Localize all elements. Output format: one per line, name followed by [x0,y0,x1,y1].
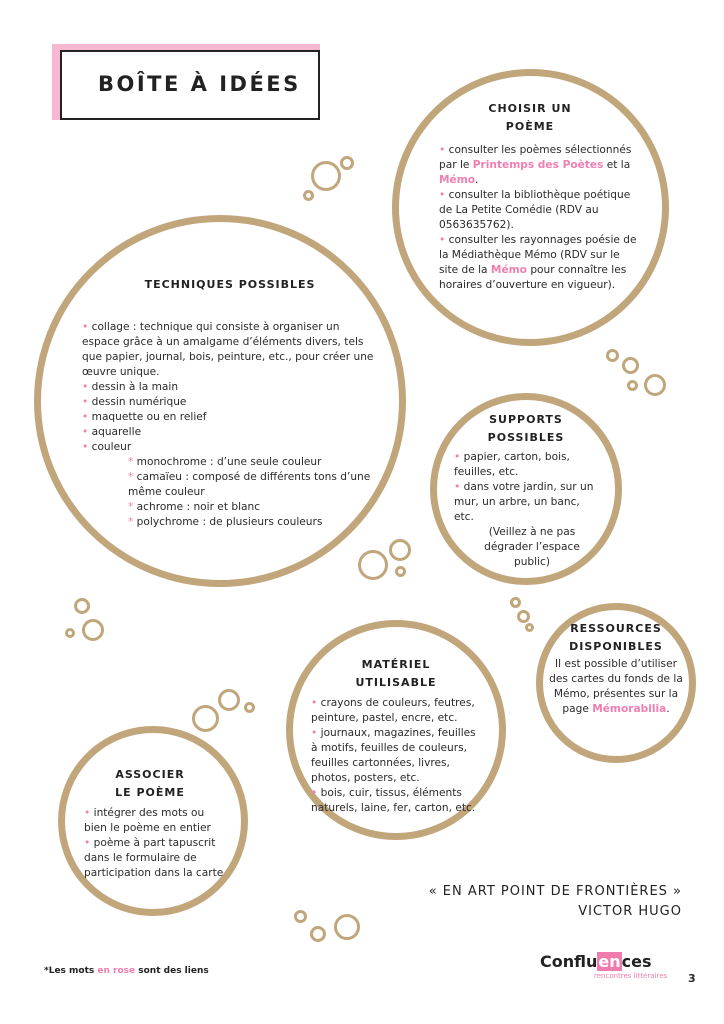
bubble [334,914,360,940]
supports-b1: papier, carton, bois, feuilles, etc. [454,451,570,478]
technique-item: aquarelle [91,426,142,438]
supports-heading-line2: POSSIBLES [487,431,565,444]
bubble [606,349,619,362]
bubble [303,190,314,201]
choisir-b1-mid: et la [603,159,631,171]
couleur-subitem: achrome : noir et blanc [136,501,261,513]
materiel-item: crayons de couleurs, feutres, peinture, pastel, encre, etc. [311,697,475,724]
bubble [644,374,666,396]
bubble [82,619,104,641]
materiel-item: journaux, magazines, feuilles à motifs, feuilles de couleurs, feuilles cartonnées, livres, photos, posters, etc. [311,727,476,784]
choisir-b2-text: consulter la bibliothèque poétique de La Petite Comédie (RDV au 0563635762). [439,189,631,231]
link-memo[interactable]: Mémo [439,174,476,186]
bubble [244,702,255,713]
link-printemps-des-poetes[interactable]: Printemps des Poètes [472,159,604,171]
supports-note: (Veillez à ne pas dégrader l’espace public) [484,526,580,568]
supports-body: • papier, carton, bois, feuilles, etc. • dans votre jardin, sur un mur, un arbre, un banc, etc. (Veillez à ne pas dégrader l’espace public) [454,451,594,568]
bubble [395,566,406,577]
bubble [517,610,530,623]
bubble [389,539,411,561]
logo-highlight: en [598,952,621,971]
bubble [510,597,521,608]
link-memorabilia[interactable]: Mémorabilia [592,703,667,715]
technique-item: dessin numérique [91,396,187,408]
bubble [627,380,638,391]
techniques-body: • collage : technique qui consiste à organiser un espace grâce à un amalgame d’éléments divers, tels que papier, journal, bois, peinture, etc., pour créer une œuvre unique. • dessin à la main • dessin numérique • maquette ou en relief • aquarelle • couleur * monochrome : d’une seule couleur * camaïeu : composé de différents tons d’une même couleur * achrome : noir et blanc * polychrome : de plusieurs couleurs [82,321,374,528]
associer-body: • intégrer des mots ou bien le poème en entier • poème à part tapuscrit dans le formulaire de participation dans la carte [84,807,224,879]
bubble [525,623,534,632]
footnote-pink: en rose [97,966,136,976]
bubble [192,705,219,732]
materiel-heading-line2: UTILISABLE [355,676,437,689]
technique-item: maquette ou en relief [91,411,207,423]
couleur-subitem: polychrome : de plusieurs couleurs [136,516,323,528]
techniques-heading: TECHNIQUES POSSIBLES [144,278,316,291]
page-number: 3 [688,972,696,985]
footnote-pre: *Les mots [44,966,98,976]
quote-author: VICTOR HUGO [578,904,682,919]
choisir-heading-line1: CHOISIR UN [488,102,572,115]
bubble [294,910,307,923]
bubble [218,689,240,711]
title-box [60,50,320,120]
link-memo-site[interactable]: Mémo [490,264,527,276]
couleur-subitem: camaïeu : composé de différents tons d’une même couleur [128,471,371,498]
bubble [340,156,354,170]
choisir-body: • consulter les poèmes sélectionnés par le Printemps des Poètes et la Mémo. • consulter la bibliothèque poétique de La Petite Comédie (RDV au 0563635762). • consulter les rayonnages poésie de la Médiathèque Mémo (RDV sur le site de la Mémo pour connaître les horaires d’ouverture en vigueur). [439,144,637,291]
choisir-b3-text: consulter les rayonnages poésie de la Médiathèque Mémo (RDV sur le site de la [439,234,637,276]
materiel-item: bois, cuir, tissus, éléments naturels, laine, fer, carton, etc. [311,787,476,814]
supports-b2: dans votre jardin, sur un mur, un arbre, un banc, etc. [454,481,594,523]
ressources-end: . [666,703,670,715]
associer-item: intégrer des mots ou bien le poème en entier [84,807,211,834]
confluences-logo [540,952,651,971]
associer-item: poème à part tapuscrit dans le formulaire de participation dans la carte [84,837,224,879]
technique-item: dessin à la main [91,381,179,393]
materiel-heading [336,656,456,692]
bubble [310,926,326,942]
bubble [311,161,341,191]
bubble [65,628,75,638]
bubble [74,598,90,614]
choisir-heading-line2: POÈME [505,120,555,133]
bubble [358,550,388,580]
supports-heading-line1: SUPPORTS [489,413,563,426]
choisir-b3-end: pour connaître les horaires d’ouverture en vigueur). [439,264,627,291]
choisir-heading [470,100,590,136]
couleur-subitem: monochrome : d’une seule couleur [136,456,322,468]
choisir-b1-end: . [475,174,479,186]
footnote [44,966,209,976]
ressources-heading-line1: RESSOURCES [570,622,662,635]
page-title: BOÎTE À IDÉES [98,72,301,96]
bubble [622,357,639,374]
supports-heading [466,411,586,447]
logo-post: ces [621,952,652,971]
associer-heading [95,766,205,802]
ressources-heading-line2: DISPONIBLES [569,640,663,653]
footnote-post: sont des liens [135,966,209,976]
materiel-body: • crayons de couleurs, feutres, peinture, pastel, encre, etc. • journaux, magazines, feuilles à motifs, feuilles de couleurs, feuilles cartonnées, livres, photos, posters, etc. • bois, cuir, tissus, éléments naturels, laine, fer, carton, etc. [311,697,476,814]
logo-subtitle: rencontres littéraires [594,972,668,980]
technique-collage: collage : technique qui consiste à organiser un espace grâce à un amalgame d’éléments divers, tels que papier, journal, bois, peinture, etc., pour créer une œuvre unique. [82,321,374,378]
ressources-text: Il est possible d’utiliser des cartes du fonds de la Mémo, présentes sur la page [549,658,683,715]
materiel-heading-line1: MATÉRIEL [361,658,431,671]
choisir-b1-text: consulter les poèmes sélectionnés par le [439,144,632,171]
associer-heading-line1: ASSOCIER [115,768,185,781]
ressources-body [546,657,686,717]
associer-heading-line2: LE POÈME [115,786,185,799]
quote [400,882,682,922]
ressources-heading [556,620,676,656]
quote-text: « EN ART POINT DE FRONTIÈRES » [428,884,682,899]
logo-pre: Conflu [540,952,598,971]
technique-item: couleur [91,441,132,453]
